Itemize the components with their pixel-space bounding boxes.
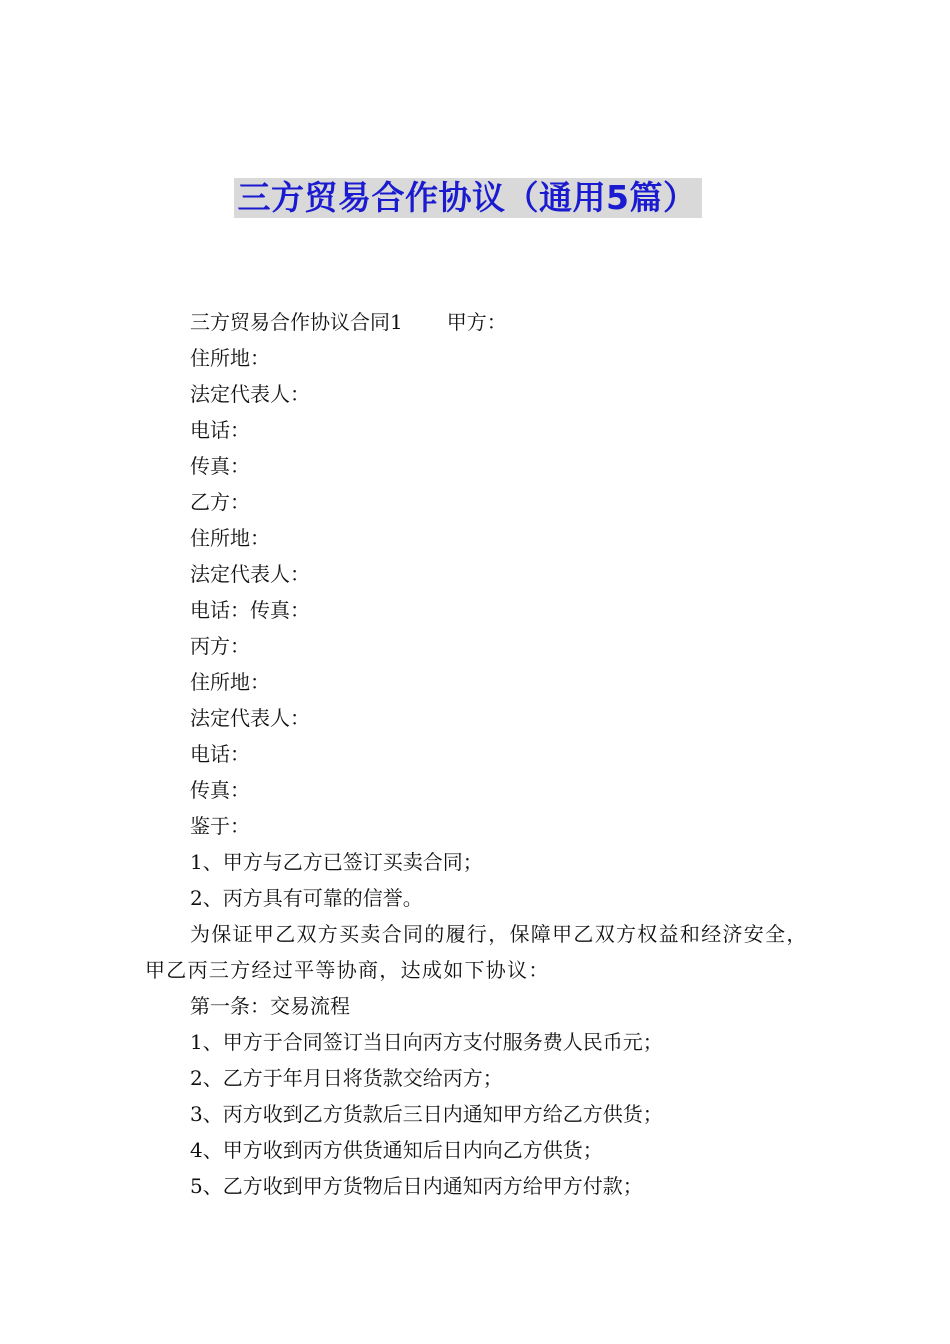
text-line: 第一条：交易流程 [190,994,350,1018]
title-container [0,178,950,218]
text-line: 法定代表人： [190,382,310,406]
text-line: 乙方： [190,490,250,514]
text-line: 5、乙方收到甲方货物后日内通知丙方给甲方付款； [190,1174,643,1198]
text-line: 电话：传真： [190,598,310,622]
text-line: 4、甲方收到丙方供货通知后日内向乙方供货； [190,1138,603,1162]
text-line: 丙方： [190,634,250,658]
party-a-label: 甲方： [446,310,507,334]
text-line: 1、甲方于合同签订当日向丙方支付服务费人民币元； [190,1030,663,1054]
text-line: 住所地： [190,346,270,370]
text-line: 2、丙方具有可靠的信誉。 [190,886,423,910]
text-line: 2、乙方于年月日将货款交给丙方； [190,1066,503,1090]
text-line: 电话： [190,742,250,766]
text-line: 鉴于： [190,814,250,838]
text-line: 电话： [190,418,250,442]
text-line: 法定代表人： [190,562,310,586]
document-body [145,304,815,1204]
first-line [145,304,815,340]
agreement-paragraph: 为保证甲乙双方买卖合同的履行，保障甲乙双方权益和经济安全，甲乙丙三方经过平等协商，达成如下协议： [145,922,808,982]
document-title: 三方贸易合作协议（通用5篇） [234,178,703,218]
text-line: 住所地： [190,526,270,550]
text-line: 1、甲方与乙方已签订买卖合同； [190,850,483,874]
text-line: 3、丙方收到乙方货款后三日内通知甲方给乙方供货； [190,1102,663,1126]
text-line: 传真： [190,454,250,478]
text-line: 传真： [190,778,250,802]
text-line: 法定代表人： [190,706,310,730]
contract-heading: 三方贸易合作协议合同1 [190,310,403,334]
text-line: 住所地： [190,670,270,694]
